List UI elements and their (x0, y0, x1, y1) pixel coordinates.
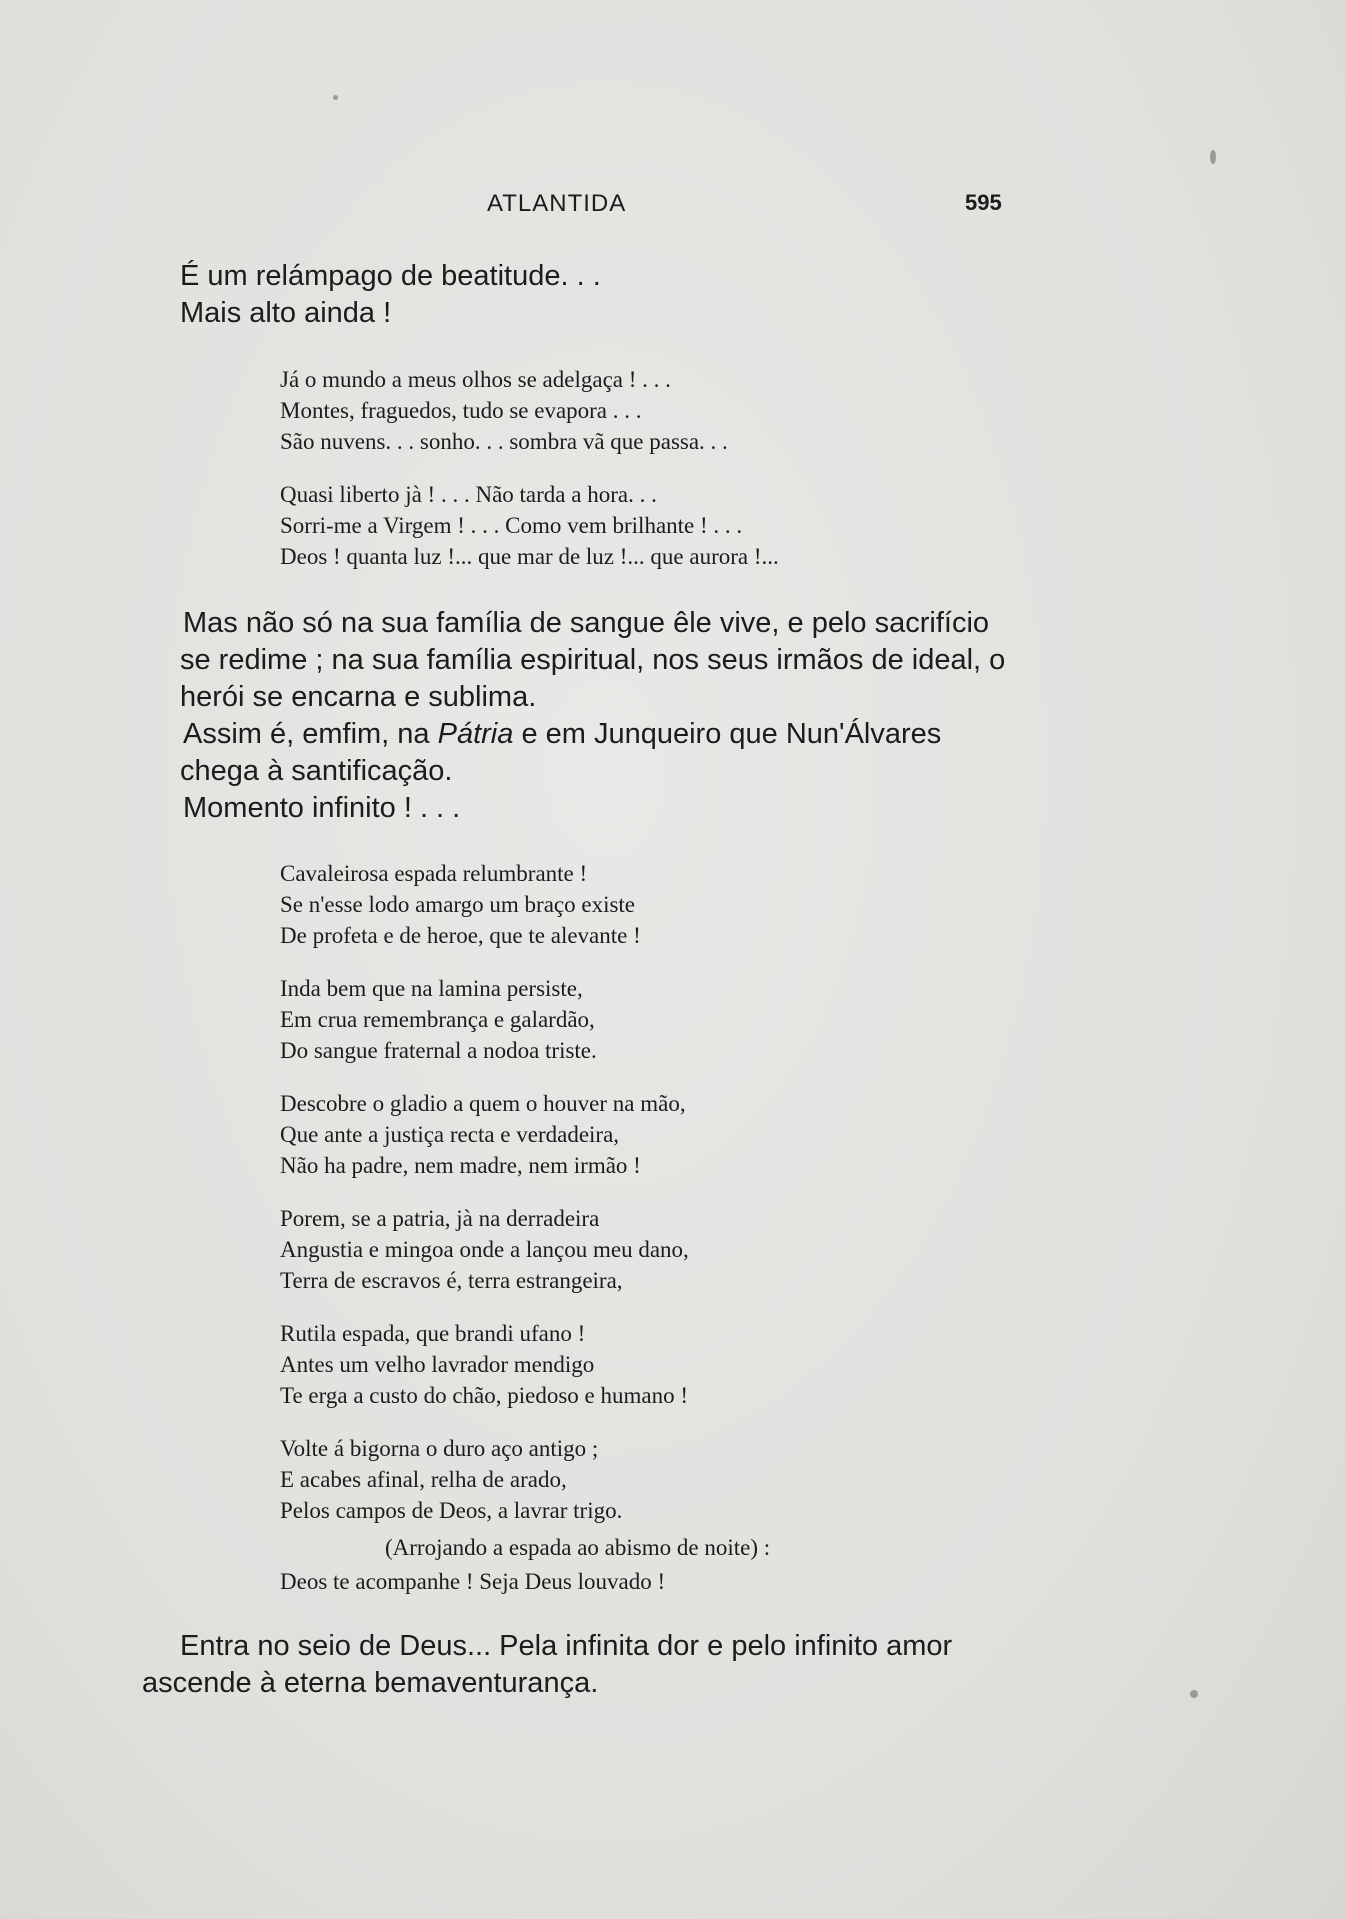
stanza (280, 973, 980, 1066)
verse-block-a (280, 364, 980, 594)
verse-line: E acabes afinal, relha de arado, (280, 1467, 567, 1492)
verse-line: Que ante a justiça recta e verdadeira, (280, 1122, 620, 1147)
stanza (280, 858, 980, 951)
verse-line: Montes, fraguedos, tudo se evapora . . . (280, 398, 642, 423)
prose-line: Entra no seio de Deus... Pela infinita dor e pelo infinito amor (180, 1630, 953, 1662)
stanza (280, 364, 980, 457)
verse-line: Inda bem que na lamina persiste, (280, 976, 583, 1001)
verse-line: Deos ! quanta luz !... que mar de luz !... que aurora !... (280, 544, 779, 569)
prose-middle (180, 605, 1010, 827)
verse-line: Rutila espada, que brandi ufano ! (280, 1321, 586, 1346)
closing-paragraph (142, 1628, 1010, 1702)
verse-line: Em crua remembrança e galardão, (280, 1007, 595, 1032)
prose-text: e em Junqueiro que Nun'Álvares (513, 718, 942, 750)
verse-line: Cavaleirosa espada relumbrante ! (280, 861, 588, 886)
verse-line: Porem, se a patria, jà na derradeira (280, 1206, 600, 1231)
verse-line: Deos te acompanhe ! Seja Deus louvado ! (280, 1569, 666, 1594)
stanza (280, 1318, 980, 1411)
stanza (280, 1433, 980, 1526)
prose-line: Mas não só na sua família de sangue êle vive, e pelo sacrifício (183, 607, 990, 639)
verse-line: Quasi liberto jà ! . . . Não tarda a hora. . . (280, 482, 657, 507)
opening-line: Mais alto ainda ! (180, 297, 392, 329)
page-number: 595 (965, 190, 1002, 215)
stanza (280, 1088, 980, 1181)
prose-line: herói se encarna e sublima. (180, 681, 537, 713)
verse-line: Não ha padre, nem madre, nem irmão ! (280, 1153, 641, 1178)
verse-line: Te erga a custo do chão, piedoso e humano ! (280, 1383, 689, 1408)
running-title: ATLANTIDA (487, 190, 627, 217)
verse-line: Terra de escravos é, terra estrangeira, (280, 1268, 623, 1293)
verse-line: Se n'esse lodo amargo um braço existe (280, 892, 636, 917)
opening-lines (180, 258, 1010, 332)
verse-line: Pelos campos de Deos, a lavrar trigo. (280, 1498, 623, 1523)
verse-line: De profeta e de heroe, que te alevante ! (280, 923, 641, 948)
stage-direction: (Arrojando a espada ao abismo de noite) : (385, 1535, 771, 1560)
verse-line: Já o mundo a meus olhos se adelgaça ! . . . (280, 367, 671, 392)
verse-line: Descobre o gladio a quem o houver na mão, (280, 1091, 686, 1116)
verse-line: Do sangue fraternal a nodoa triste. (280, 1038, 597, 1063)
prose-line (180, 716, 1010, 753)
ink-speck (1210, 150, 1216, 164)
stanza (280, 1203, 980, 1296)
ink-speck (333, 95, 338, 100)
prose-line: se redime ; na sua família espiritual, nos seus irmãos de ideal, o (180, 644, 1006, 676)
stanza (280, 479, 980, 572)
verse-line: São nuvens. . . sonho. . . sombra vã que passa. . . (280, 429, 728, 454)
italic-title: Pátria (437, 718, 514, 750)
verse-line: Antes um velho lavrador mendigo (280, 1352, 595, 1377)
verse-block-b (280, 858, 980, 1534)
page-header (0, 190, 1345, 230)
prose-line: Momento infinito ! . . . (183, 792, 461, 824)
prose-text: Assim é, emfim, na (183, 718, 438, 750)
verse-line: Angustia e mingoa onde a lançou meu dano, (280, 1237, 689, 1262)
verse-line: Volte á bigorna o duro aço antigo ; (280, 1436, 599, 1461)
opening-line: É um relámpago de beatitude. . . (180, 260, 601, 292)
prose-line: chega à santificação. (180, 755, 453, 787)
final-verse-block (280, 1566, 980, 1597)
verse-line: Sorri-me a Virgem ! . . . Como vem brilhante ! . . . (280, 513, 743, 538)
ink-speck (1190, 1690, 1198, 1698)
prose-line: ascende à eterna bemaventurança. (142, 1667, 599, 1699)
